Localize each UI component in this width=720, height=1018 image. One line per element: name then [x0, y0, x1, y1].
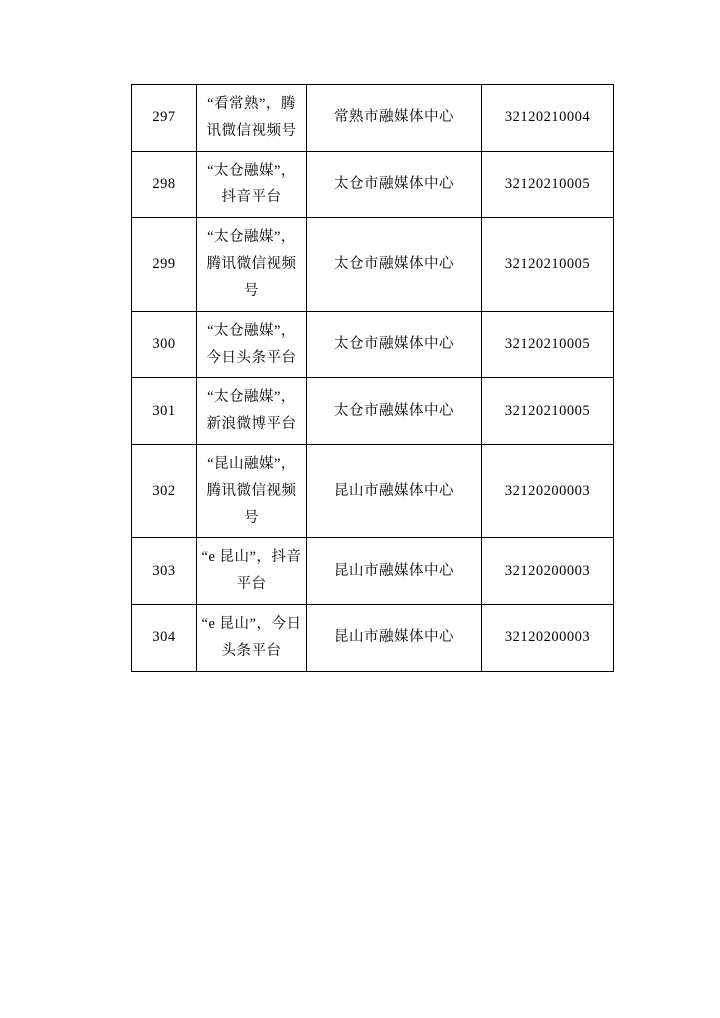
- row-index: 297: [132, 85, 197, 152]
- media-registry-table-wrapper: [131, 84, 613, 672]
- table-row: [132, 538, 614, 605]
- row-code: 32120210005: [482, 218, 614, 311]
- table-row: [132, 378, 614, 445]
- row-organization: 昆山市融媒体中心: [307, 538, 482, 605]
- row-code: 32120210005: [482, 151, 614, 218]
- row-name: “昆山融媒”，腾讯微信视频号: [197, 444, 307, 537]
- table-row: [132, 85, 614, 152]
- row-code: 32120210004: [482, 85, 614, 152]
- row-name: “太仓融媒”，腾讯微信视频号: [197, 218, 307, 311]
- row-name: “太仓融媒”，抖音平台: [197, 151, 307, 218]
- table-row: [132, 218, 614, 311]
- row-index: 300: [132, 311, 197, 378]
- row-name: “看常熟”，腾讯微信视频号: [197, 85, 307, 152]
- row-index: 301: [132, 378, 197, 445]
- row-organization: 太仓市融媒体中心: [307, 311, 482, 378]
- row-organization: 太仓市融媒体中心: [307, 378, 482, 445]
- row-index: 303: [132, 538, 197, 605]
- row-code: 32120200003: [482, 605, 614, 672]
- row-index: 304: [132, 605, 197, 672]
- table-row: [132, 311, 614, 378]
- row-code: 32120200003: [482, 538, 614, 605]
- row-name: “太仓融媒”，今日头条平台: [197, 311, 307, 378]
- row-index: 299: [132, 218, 197, 311]
- row-organization: 太仓市融媒体中心: [307, 218, 482, 311]
- row-name: “太仓融媒”，新浪微博平台: [197, 378, 307, 445]
- media-registry-table: [131, 84, 614, 672]
- row-organization: 昆山市融媒体中心: [307, 605, 482, 672]
- table-row: [132, 151, 614, 218]
- row-name: “e 昆山”，抖音平台: [197, 538, 307, 605]
- row-index: 298: [132, 151, 197, 218]
- row-name: “e 昆山”，今日头条平台: [197, 605, 307, 672]
- row-organization: 常熟市融媒体中心: [307, 85, 482, 152]
- table-row: [132, 444, 614, 537]
- row-organization: 昆山市融媒体中心: [307, 444, 482, 537]
- row-code: 32120210005: [482, 378, 614, 445]
- table-row: [132, 605, 614, 672]
- row-code: 32120200003: [482, 444, 614, 537]
- row-organization: 太仓市融媒体中心: [307, 151, 482, 218]
- row-index: 302: [132, 444, 197, 537]
- row-code: 32120210005: [482, 311, 614, 378]
